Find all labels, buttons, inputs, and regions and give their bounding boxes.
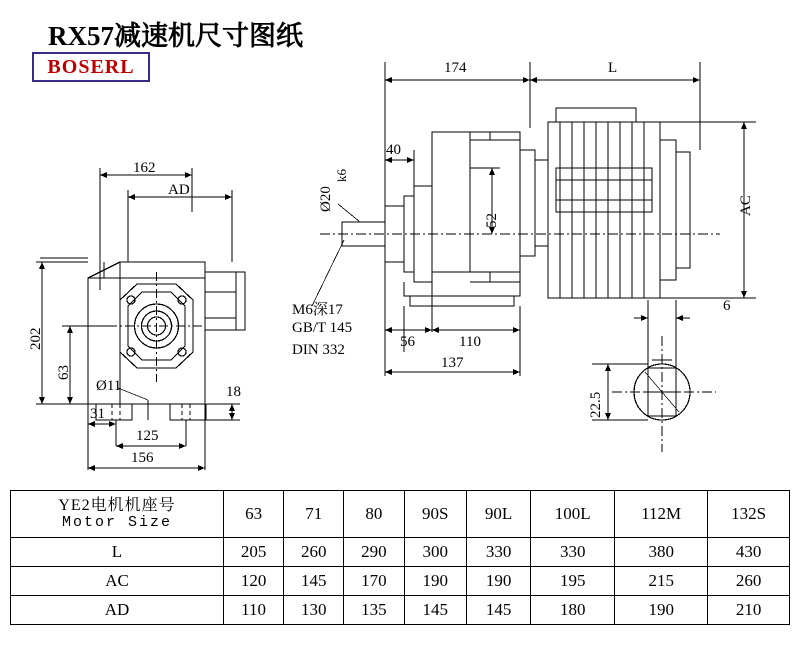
- table-cell: 380: [615, 538, 708, 567]
- table-cell: 130: [284, 596, 344, 625]
- dim-110: 110: [459, 334, 481, 350]
- table-cell: 180: [531, 596, 615, 625]
- table-col-header: 90S: [404, 491, 466, 538]
- table-cell: 190: [615, 596, 708, 625]
- table-header-label: [11, 491, 224, 538]
- table-row: [11, 567, 790, 596]
- dim-40: 40: [386, 142, 401, 158]
- table-cell: 215: [615, 567, 708, 596]
- page-title: RX57减速机尺寸图纸: [48, 21, 303, 51]
- table-cell: 145: [284, 567, 344, 596]
- table-cell: 120: [224, 567, 284, 596]
- table-cell: 205: [224, 538, 284, 567]
- table-cell: 330: [531, 538, 615, 567]
- table-cell: 190: [404, 567, 466, 596]
- table-cell: 170: [344, 567, 404, 596]
- table-col-header: 100L: [531, 491, 615, 538]
- table-cell: 260: [284, 538, 344, 567]
- dim-162: 162: [133, 160, 156, 176]
- table-col-header: 80: [344, 491, 404, 538]
- table-cell: 135: [344, 596, 404, 625]
- table-row: [11, 596, 790, 625]
- note-gbt145: GB/T 145: [292, 320, 353, 336]
- table-cell: 290: [344, 538, 404, 567]
- table-cell: 145: [404, 596, 466, 625]
- dim-52: 52: [484, 213, 500, 228]
- table-row: [11, 538, 790, 567]
- table-row-label: AC: [11, 567, 224, 596]
- dim-125: 125: [136, 428, 159, 444]
- dim-174: 174: [444, 60, 467, 76]
- dim-202: 202: [28, 327, 44, 350]
- table-col-header: 90L: [466, 491, 530, 538]
- table-cell: 195: [531, 567, 615, 596]
- dim-shaft-dia: Ø20: [318, 186, 334, 212]
- table-cell: 110: [224, 596, 284, 625]
- dim-56: 56: [400, 334, 415, 350]
- table-col-header: 112M: [615, 491, 708, 538]
- dim-ac: AC: [738, 195, 754, 216]
- table-header-row: [11, 491, 790, 538]
- dim-key-22-5: 22.5: [588, 391, 604, 418]
- table-header-label-en: Motor Size: [61, 513, 172, 531]
- table-cell: 300: [404, 538, 466, 567]
- dim-18: 18: [226, 384, 241, 400]
- table-row-label: L: [11, 538, 224, 567]
- table-col-header: 132S: [708, 491, 790, 538]
- dim-L: L: [608, 60, 618, 76]
- table-cell: 190: [466, 567, 530, 596]
- dim-156: 156: [131, 450, 154, 466]
- dim-137: 137: [441, 355, 464, 371]
- dim-d11: Ø11: [96, 378, 122, 394]
- dim-shaft-tol: k6: [334, 169, 349, 182]
- table-header-label-cn: YE2电机机座号: [58, 496, 176, 514]
- table-cell: 430: [708, 538, 790, 567]
- table-cell: 330: [466, 538, 530, 567]
- dim-63: 63: [56, 365, 72, 380]
- note-m6: M6深17: [292, 302, 343, 318]
- motor-size-table: [10, 490, 790, 625]
- dim-key-6: 6: [723, 298, 731, 314]
- table-col-header: 71: [284, 491, 344, 538]
- table-cell: 145: [466, 596, 530, 625]
- table-cell: 210: [708, 596, 790, 625]
- table-row-label: AD: [11, 596, 224, 625]
- brand-logo-text: BOSERL: [47, 55, 135, 78]
- dim-ad: AD: [168, 182, 190, 198]
- table-cell: 260: [708, 567, 790, 596]
- note-din332: DIN 332: [292, 342, 345, 358]
- dim-31: 31: [90, 406, 105, 422]
- table-col-header: 63: [224, 491, 284, 538]
